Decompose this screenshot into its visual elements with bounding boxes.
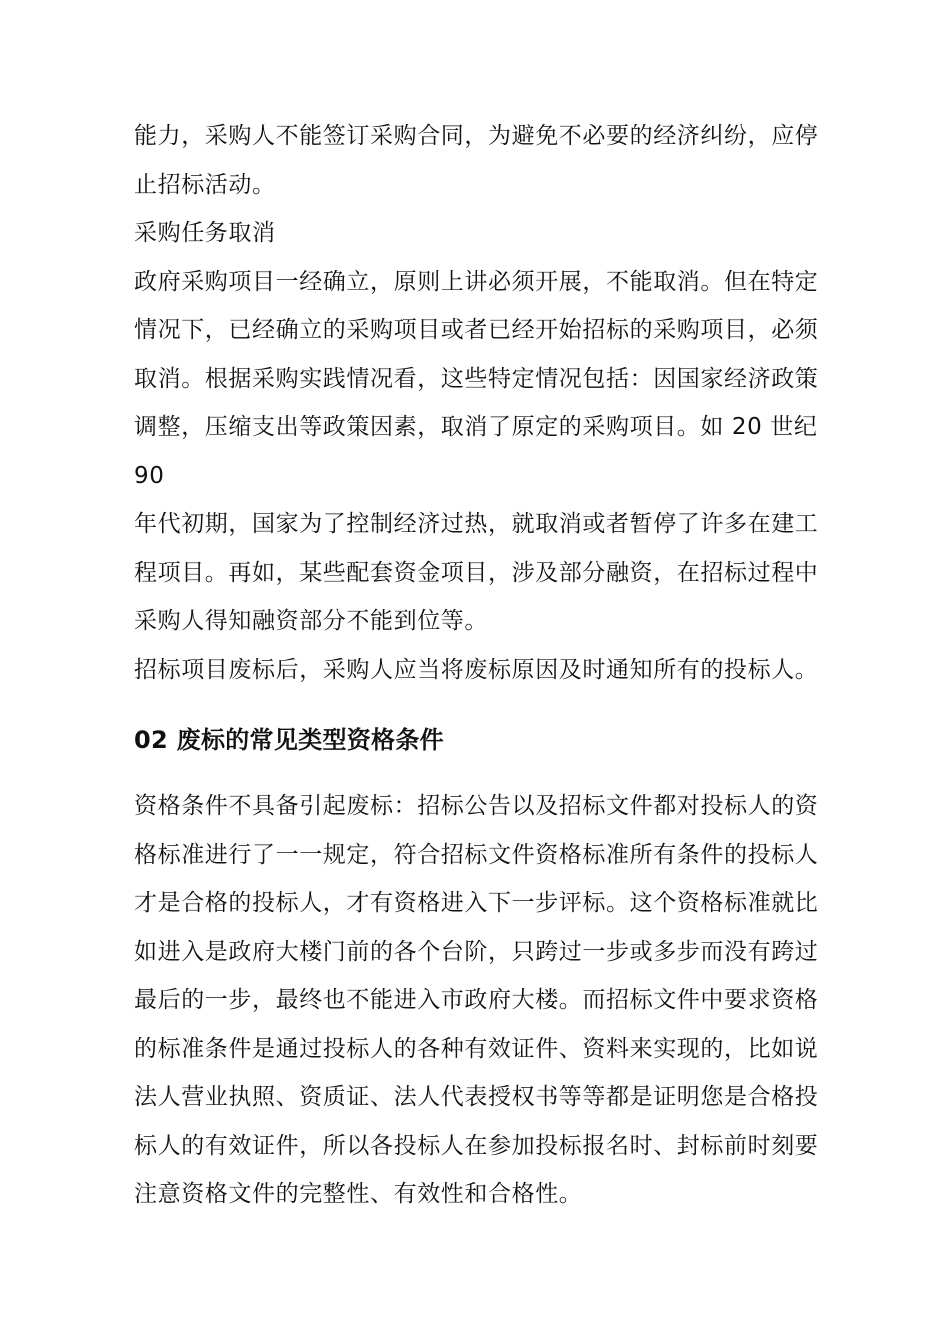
paragraph-qualification: 资格条件不具备引起废标：招标公告以及招标文件都对投标人的资 格标准进行了一一规定，符合招标文件资格标准所有条件的投标人 才是合格的投标人，才有资格进入下一步评标。这个资格标准就比 如进入是政府大楼门前的各个台阶，只跨过一步或多步而没有跨过 最后的一步，最终也不能进入市政府大楼。而招标文件中要求资格 的标准条件是通过投标人的各种有效证件、资料来实现的，比如说 法人营业执照、资质证、法人代表授权书等等都是证明您是合格投 标人的有效证件，所以各投标人在参加投标报名时、封标前时刻要 注意资格文件的完整性、有效性和合格性。	[134, 793, 819, 1207]
paragraph-subtitle-procurement-cancel: 采购任务取消	[134, 220, 276, 246]
paragraph-cancel-explanation: 政府采购项目一经确立，原则上讲必须开展，不能取消。但在特定 情况下，已经确立的采购项目或者已经开始招标的采购项目，必须 取消。根据采购实践情况看，这些特定情况包括：因国家经济政策 调整，压缩支出等政策因素，取消了原定的采购项目。如 20 世纪 90 年代初期，国家为了控制经济过热，就取消或者暂停了许多在建工 程项目。再如，某些配套资金项目，涉及部分融资，在招标过程中 采购人得知融资部分不能到位等。	[134, 268, 819, 634]
document-body	[134, 112, 834, 1219]
paragraph-notify-bidders: 招标项目废标后，采购人应当将废标原因及时通知所有的投标人。	[134, 656, 819, 683]
section-heading-qualification: 02 废标的常见类型资格条件	[134, 726, 444, 754]
paragraph-continuation: 能力，采购人不能签订采购合同，为避免不必要的经济纠纷，应停 止招标活动。	[134, 123, 819, 198]
